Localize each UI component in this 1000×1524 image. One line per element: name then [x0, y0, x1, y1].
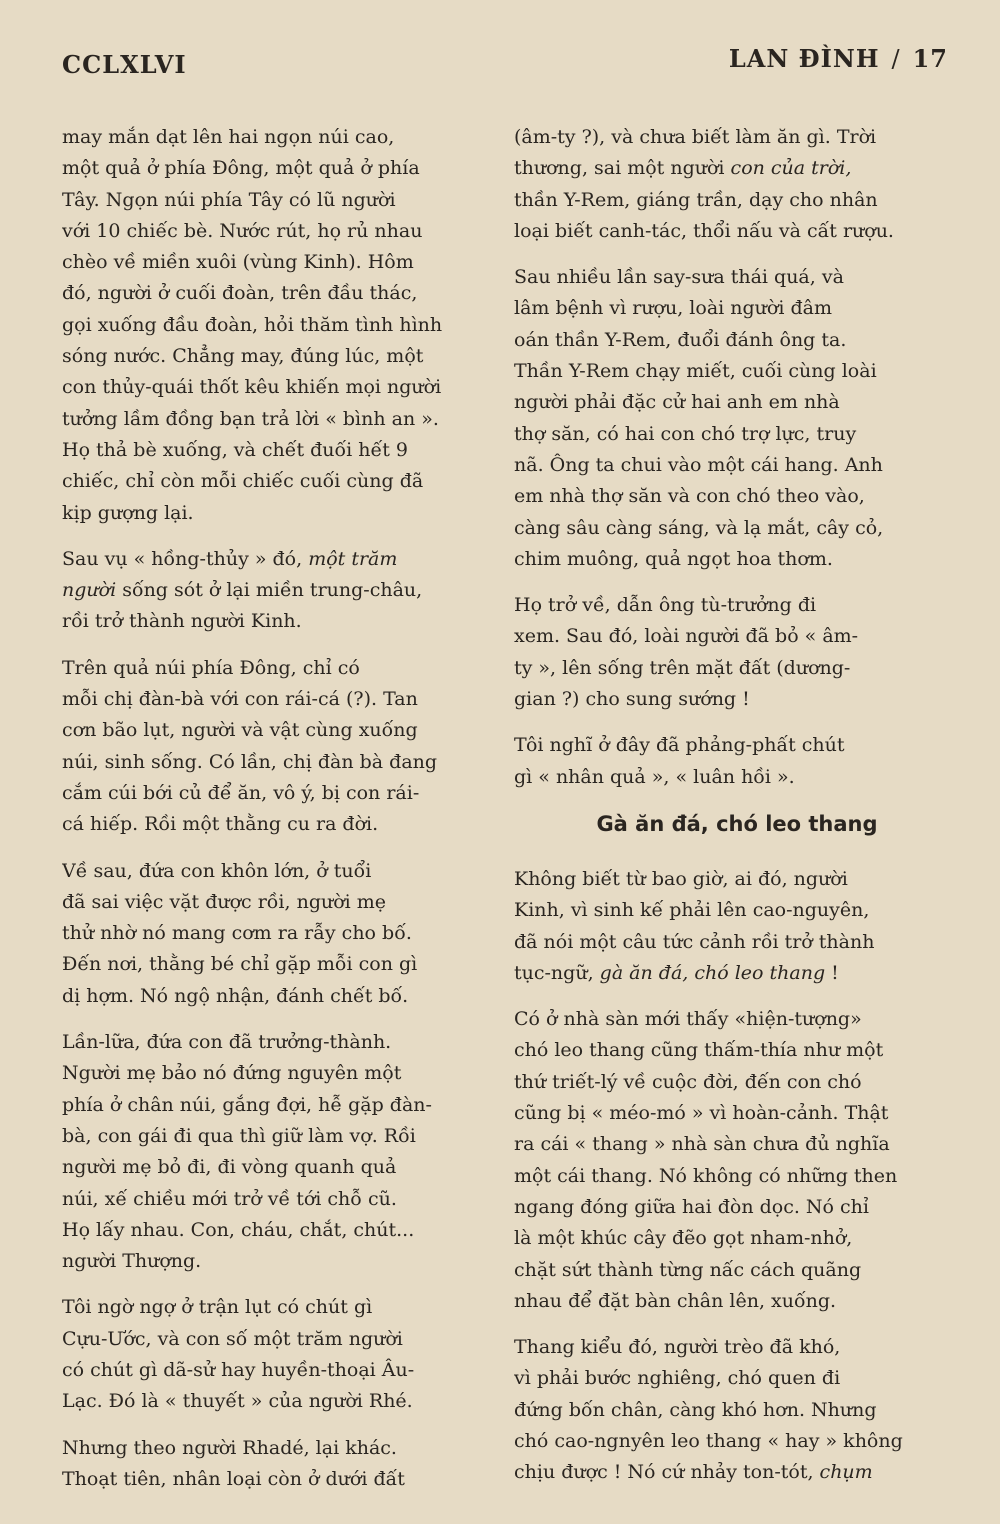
- text-line: với 10 chiếc bè. Nước rút, họ rủ nhau: [62, 219, 423, 242]
- section-subheading: Gà ăn đá, chó leo thang: [596, 811, 878, 836]
- text-line: nã. Ông ta chui vào một cái hang. Anh: [514, 453, 883, 476]
- text-line: Họ thả bè xuống, và chết đuối hết 9: [62, 438, 408, 461]
- paragraph: [514, 864, 940, 989]
- paragraph: [514, 262, 940, 575]
- text-line: dị hợm. Nó ngộ nhận, đánh chết bố.: [62, 984, 409, 1007]
- text-line: phía ở chân núi, gắng đợi, hễ gặp đàn-: [62, 1093, 432, 1116]
- text-line: chó leo thang cũng thấm-thía như một: [514, 1039, 884, 1062]
- paragraph: [514, 730, 940, 793]
- text-line: oán thần Y-Rem, đuổi đánh ông ta.: [514, 328, 847, 351]
- text-line: người sống sót ở lại miền trung-châu,: [62, 579, 423, 602]
- text-line: thợ săn, có hai con chó trợ lực, truy: [514, 422, 857, 445]
- paragraph: [62, 856, 488, 1012]
- text-line: Tây. Ngọn núi phía Tây có lũ người: [62, 188, 396, 211]
- text-line: đó, người ở cuối đoàn, trên đầu thác,: [62, 282, 418, 305]
- text-line: nhau để đặt bàn chân lên, xuống.: [514, 1289, 837, 1312]
- text-line: tưởng lầm đồng bạn trả lời « bình an ».: [62, 407, 439, 430]
- text-line: ra cái « thang » nhà sàn chưa đủ nghĩa: [514, 1133, 890, 1156]
- text-line: cơn bão lụt, người và vật cùng xuống: [62, 719, 418, 742]
- text-line: cũng bị « méo-mó » vì hoàn-cảnh. Thật: [514, 1102, 889, 1125]
- text-line: Tôi nghĩ ở đây đã phảng-phất chút: [514, 734, 845, 757]
- text-line: vì phải bước nghiêng, chó quen đi: [514, 1367, 841, 1390]
- paragraph: [62, 1433, 488, 1496]
- text-line: con thủy-quái thốt kêu khiến mọi người: [62, 376, 442, 399]
- text-line: người phải đặc cử hai anh em nhà: [514, 391, 840, 414]
- text-line: Thần Y-Rem chạy miết, cuối cùng loài: [514, 360, 877, 383]
- right-column-top: [514, 122, 940, 793]
- text-line: người mẹ bỏ đi, đi vòng quanh quả: [62, 1156, 397, 1179]
- text-line: gọi xuống đầu đoàn, hỏi thăm tình hình: [62, 313, 443, 336]
- text-line: là một khúc cây đẽo gọt nham-nhở,: [514, 1227, 853, 1250]
- left-column: [62, 122, 488, 1510]
- text-line: chiếc, chỉ còn mỗi chiếc cuối cùng đã: [62, 470, 424, 493]
- paragraph: [62, 653, 488, 841]
- text-line: cá hiếp. Rồi một thằng cu ra đời.: [62, 813, 379, 836]
- text-line: Nhưng theo người Rhadé, lại khác.: [62, 1436, 397, 1459]
- text-line: Trên quả núi phía Đông, chỉ có: [62, 656, 360, 679]
- text-line: chịu được ! Nó cứ nhảy ton-tót, chụm: [514, 1461, 873, 1484]
- text-line: Sau nhiều lần say-sưa thái quá, và: [514, 266, 844, 289]
- text-line: núi, sinh sống. Có lần, chị đàn bà đang: [62, 750, 438, 773]
- paragraph: [514, 1004, 940, 1317]
- text-line: Người mẹ bảo nó đứng nguyên một: [62, 1062, 402, 1085]
- text-line: ngang đóng giữa hai đòn dọc. Nó chỉ: [514, 1195, 869, 1218]
- text-line: kịp gượng lại.: [62, 501, 194, 524]
- text-line: bà, con gái đi qua thì giữ làm vợ. Rồi: [62, 1124, 416, 1147]
- text-line: Cựu-Ước, và con số một trăm người: [62, 1327, 403, 1350]
- text-line: một quả ở phía Đông, một quả ở phía: [62, 157, 420, 180]
- text-line: gian ?) cho sung sướng !: [514, 688, 750, 711]
- text-line: rồi trở thành người Kinh.: [62, 610, 302, 633]
- paragraph: [514, 1332, 940, 1488]
- text-line: một cái thang. Nó không có những then: [514, 1164, 898, 1187]
- text-line: Không biết từ bao giờ, ai đó, người: [514, 867, 848, 890]
- text-line: ty », lên sống trên mặt đất (dương-: [514, 656, 851, 679]
- text-line: cắm cúi bới củ để ăn, vô ý, bị con rái-: [62, 781, 420, 804]
- paragraph: [62, 1292, 488, 1417]
- text-line: (âm-ty ?), và chưa biết làm ăn gì. Trời: [514, 126, 877, 148]
- text-line: Về sau, đứa con khôn lớn, ở tuổi: [62, 859, 372, 882]
- text-line: chèo về miền xuôi (vùng Kinh). Hôm: [62, 251, 414, 274]
- text-line: thứ triết-lý về cuộc đời, đến con chó: [514, 1070, 862, 1093]
- text-line: xem. Sau đó, loài người đã bỏ « âm-: [514, 625, 859, 648]
- text-line: Sau vụ « hồng-thủy » đó, một trăm: [62, 547, 398, 570]
- header-separator: /: [891, 45, 901, 73]
- section-number: CCLXLVI: [62, 50, 187, 79]
- running-header: [729, 44, 948, 73]
- text-line: đã nói một câu tức cảnh rồi trở thành: [514, 930, 875, 953]
- page-number: 17: [912, 44, 948, 73]
- text-line: em nhà thợ săn và con chó theo vào,: [514, 485, 865, 508]
- text-line: thương, sai một người con của trời,: [514, 157, 852, 180]
- text-line: có chút gì dã-sử hay huyền-thoại Âu-: [62, 1358, 415, 1381]
- paragraph: [514, 122, 940, 247]
- text-line: chim muông, quả ngọt hoa thơm.: [514, 547, 833, 570]
- paragraph: [62, 1027, 488, 1277]
- text-line: Lạc. Đó là « thuyết » của người Rhé.: [62, 1390, 413, 1413]
- text-line: loại biết canh-tác, thổi nấu và cất rượu.: [514, 219, 894, 242]
- text-line: Thang kiểu đó, người trèo đã khó,: [514, 1336, 841, 1359]
- text-line: lâm bệnh vì rượu, loài người đâm: [514, 297, 832, 320]
- right-column-bottom: [514, 864, 940, 1489]
- text-line: người Thượng.: [62, 1250, 202, 1273]
- text-line: gì « nhân quả », « luân hồi ».: [514, 765, 795, 788]
- text-line: càng sâu càng sáng, và lạ mắt, cây cỏ,: [514, 516, 884, 539]
- text-line: Thoạt tiên, nhân loại còn ở dưới đất: [62, 1467, 405, 1490]
- text-line: thần Y-Rem, giáng trần, dạy cho nhân: [514, 188, 878, 211]
- text-line: đứng bốn chân, càng khó hơn. Nhưng: [514, 1398, 877, 1421]
- text-line: đã sai việc vặt được rồi, người mẹ: [62, 890, 387, 913]
- paragraph: [514, 590, 940, 715]
- text-line: sóng nước. Chẳng may, đúng lúc, một: [62, 345, 424, 368]
- text-line: Họ trở về, dẫn ông tù-trưởng đi: [514, 594, 817, 617]
- paragraph: [62, 122, 488, 529]
- magazine-title: LAN ĐÌNH: [728, 44, 880, 73]
- text-line: Kinh, vì sinh kế phải lên cao-nguyên,: [514, 899, 870, 922]
- paragraph: [62, 544, 488, 638]
- text-line: Đến nơi, thằng bé chỉ gặp mỗi con gì: [62, 953, 418, 976]
- text-line: núi, xế chiều mới trở về tới chỗ cũ.: [62, 1187, 397, 1210]
- text-line: Lần-lữa, đứa con đã trưởng-thành.: [62, 1031, 392, 1054]
- text-line: may mắn dạt lên hai ngọn núi cao,: [62, 126, 395, 148]
- text-line: tục-ngữ, gà ăn đá, chó leo thang !: [514, 961, 839, 984]
- text-line: mỗi chị đàn-bà với con rái-cá (?). Tan: [62, 688, 418, 711]
- text-line: thử nhờ nó mang cơm ra rẫy cho bố.: [62, 922, 412, 945]
- text-line: Tôi ngờ ngợ ở trận lụt có chút gì: [62, 1296, 373, 1319]
- text-line: chó cao-ngnyên leo thang « hay » không: [514, 1429, 903, 1452]
- text-line: chặt sứt thành từng nấc cách quãng: [514, 1258, 862, 1281]
- right-column: [514, 122, 940, 1504]
- text-line: Họ lấy nhau. Con, cháu, chắt, chút...: [62, 1218, 415, 1241]
- text-line: Có ở nhà sàn mới thấy «hiện-tượng»: [514, 1008, 862, 1031]
